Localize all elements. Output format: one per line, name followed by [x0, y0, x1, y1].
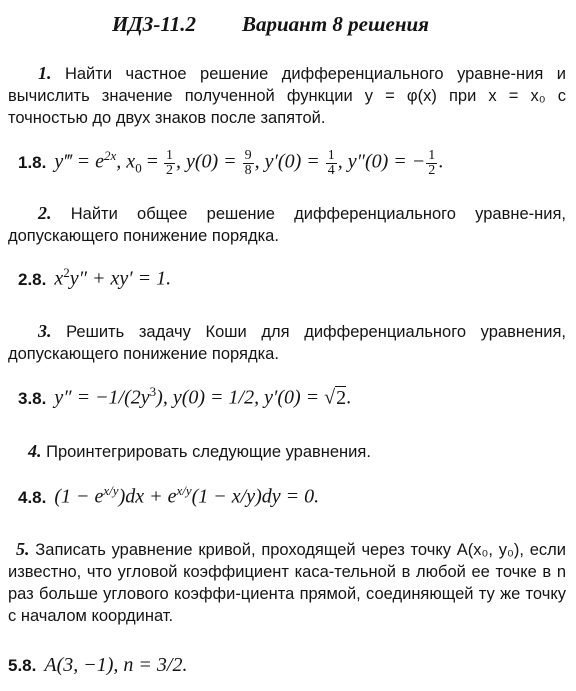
eq-part: )dx + e	[118, 485, 177, 508]
eq-part: =	[141, 150, 163, 173]
fraction	[426, 149, 437, 178]
fraction	[326, 149, 337, 178]
task-3	[8, 320, 566, 365]
task-text: Записать уравнение кривой, проходящей через точку A(x₀, y₀), если известно, что угловой коэффициент каса-тельной в любой ее точке в n раз больше углового коэффи-циента прямой, соединяющей ту же точку с началом координат.	[8, 541, 566, 625]
task-number: 3.	[38, 321, 52, 341]
eq-sup: x/y	[176, 483, 192, 498]
equation-1-8	[18, 148, 568, 178]
assignment-code: ИДЗ-11.2	[112, 12, 196, 36]
eq-part: (1 − e	[54, 485, 104, 508]
equation-label: 1.8.	[18, 152, 47, 172]
task-text: Найти общее решение дифференциального уравне-ния, допускающего понижение порядка.	[8, 205, 566, 245]
eq-part: x	[54, 267, 64, 290]
eq-part: A(3, −1), n = 3/2.	[44, 654, 188, 676]
numerator: 1	[165, 147, 173, 163]
eq-part: y‴ = e	[54, 150, 105, 173]
sqrt-radicand: 2	[336, 386, 347, 409]
equation-label: 2.8.	[18, 269, 47, 289]
eq-part: , y′(0) =	[254, 150, 325, 173]
document-header	[0, 12, 576, 42]
eq-part: y″ + xy′ = 1.	[69, 267, 172, 290]
denominator: 8	[244, 162, 252, 178]
eq-sup: 2	[63, 265, 70, 280]
equation-5-8	[8, 654, 558, 677]
eq-part: ), y(0) = 1/2, y′(0) = √	[156, 386, 336, 409]
variant-title: Вариант 8 решения	[242, 12, 429, 36]
numerator: 1	[428, 147, 436, 163]
task-number: 1.	[38, 63, 52, 83]
task-number: 2.	[38, 203, 52, 223]
task-number: 4.	[28, 441, 42, 461]
equation-2-8	[18, 265, 568, 291]
eq-part: (1 − x/y)dy = 0.	[191, 485, 320, 508]
equation-label: 4.8.	[18, 487, 47, 507]
eq-part: .	[346, 386, 352, 409]
denominator: 2	[165, 162, 173, 178]
eq-sub: 0	[135, 160, 142, 176]
task-2	[8, 202, 566, 247]
task-text: Проинтегрировать следующие уравнения.	[46, 443, 371, 461]
task-4	[8, 440, 566, 463]
numerator: 1	[327, 147, 335, 163]
task-5	[8, 538, 566, 627]
fraction	[243, 149, 254, 178]
equation-3-8	[18, 384, 568, 410]
eq-part: , y(0) =	[175, 150, 242, 173]
eq-sup: x/y	[103, 483, 119, 498]
task-number: 5.	[16, 539, 30, 559]
fraction	[164, 149, 175, 178]
numerator: 9	[244, 147, 252, 163]
denominator: 2	[428, 162, 436, 178]
eq-part: , x	[116, 150, 136, 173]
eq-part: , y″(0) = −	[337, 150, 426, 173]
equation-label: 3.8.	[18, 388, 47, 408]
equation-4-8	[18, 483, 568, 509]
equation-label: 5.8.	[8, 656, 37, 675]
task-text: Решить задачу Коши для дифференциального уравнения, допускающего понижение порядка.	[8, 323, 566, 363]
eq-part: y″ = −1/(2y	[54, 386, 150, 409]
eq-sup: 2x	[104, 148, 117, 163]
task-text: Найти частное решение дифференциального уравне-ния и вычислить значение полученной функции y = φ(x) при x = x₀ с точностью до двух знаков после запятой.	[8, 65, 566, 127]
denominator: 4	[327, 162, 335, 178]
eq-part: .	[438, 150, 444, 173]
eq-sup: 3	[149, 384, 157, 399]
task-1	[8, 62, 566, 129]
